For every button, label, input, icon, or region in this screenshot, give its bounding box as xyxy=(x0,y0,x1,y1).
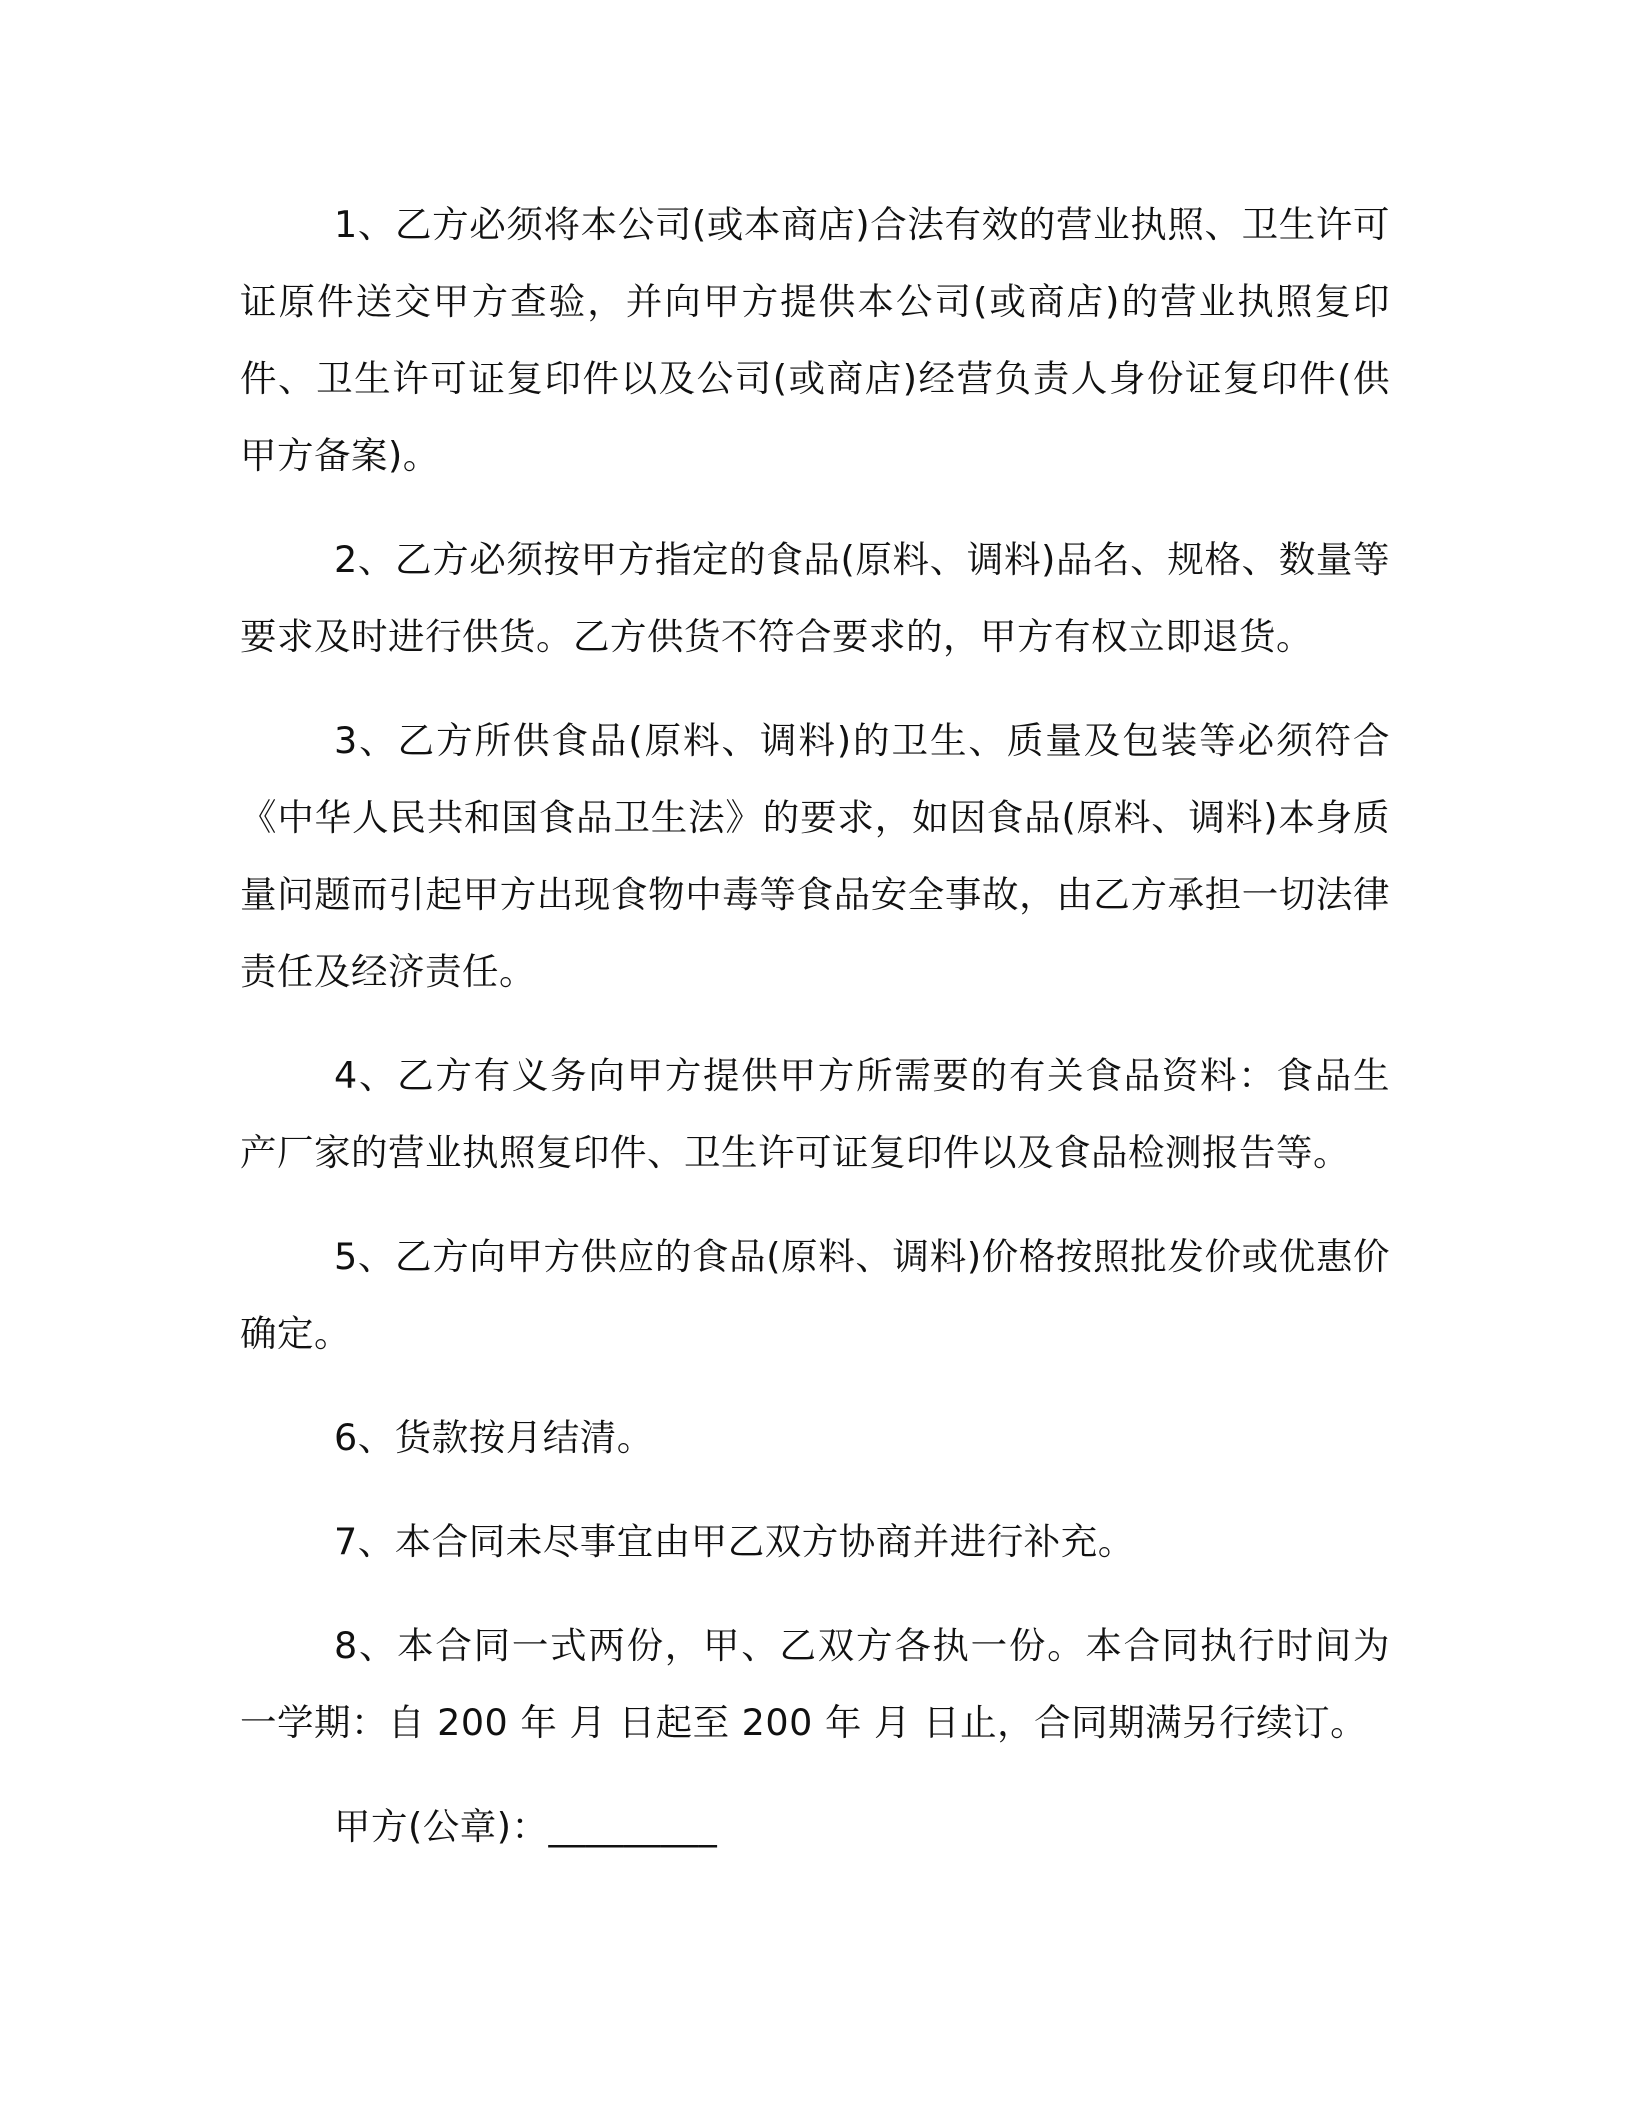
clause-3: 3、乙方所供食品(原料、调料)的卫生、质量及包装等必须符合《中华人民共和国食品卫生法》的要求，如因食品(原料、调料)本身质量问题而引起甲方出现食物中毒等食品安全事故，由乙方承担一切法律责任及经济责任。 xyxy=(240,719,1390,993)
contract-body xyxy=(240,186,1390,1865)
clause-1: 1、乙方必须将本公司(或本商店)合法有效的营业执照、卫生许可证原件送交甲方查验，并向甲方提供本公司(或商店)的营业执照复印件、卫生许可证复印件以及公司(或商店)经营负责人身份证复印件(供甲方备案)。 xyxy=(240,203,1390,477)
clause-8: 8、本合同一式两份，甲、乙双方各执一份。本合同执行时间为一学期：自 200 年 月 日起至 200 年 月 日止，合同期满另行续订。 xyxy=(240,1624,1390,1744)
clause-2: 2、乙方必须按甲方指定的食品(原料、调料)品名、规格、数量等要求及时进行供货。乙方供货不符合要求的，甲方有权立即退货。 xyxy=(240,538,1390,658)
clause-6: 6、货款按月结清。 xyxy=(334,1416,654,1459)
party-a-signature-line: 甲方(公章)：_________ xyxy=(334,1805,718,1848)
clause-5: 5、乙方向甲方供应的食品(原料、调料)价格按照批发价或优惠价确定。 xyxy=(240,1235,1390,1355)
clause-7: 7、本合同未尽事宜由甲乙双方协商并进行补充。 xyxy=(334,1520,1135,1563)
clause-4: 4、乙方有义务向甲方提供甲方所需要的有关食品资料：食品生产厂家的营业执照复印件、卫生许可证复印件以及食品检测报告等。 xyxy=(240,1054,1390,1174)
